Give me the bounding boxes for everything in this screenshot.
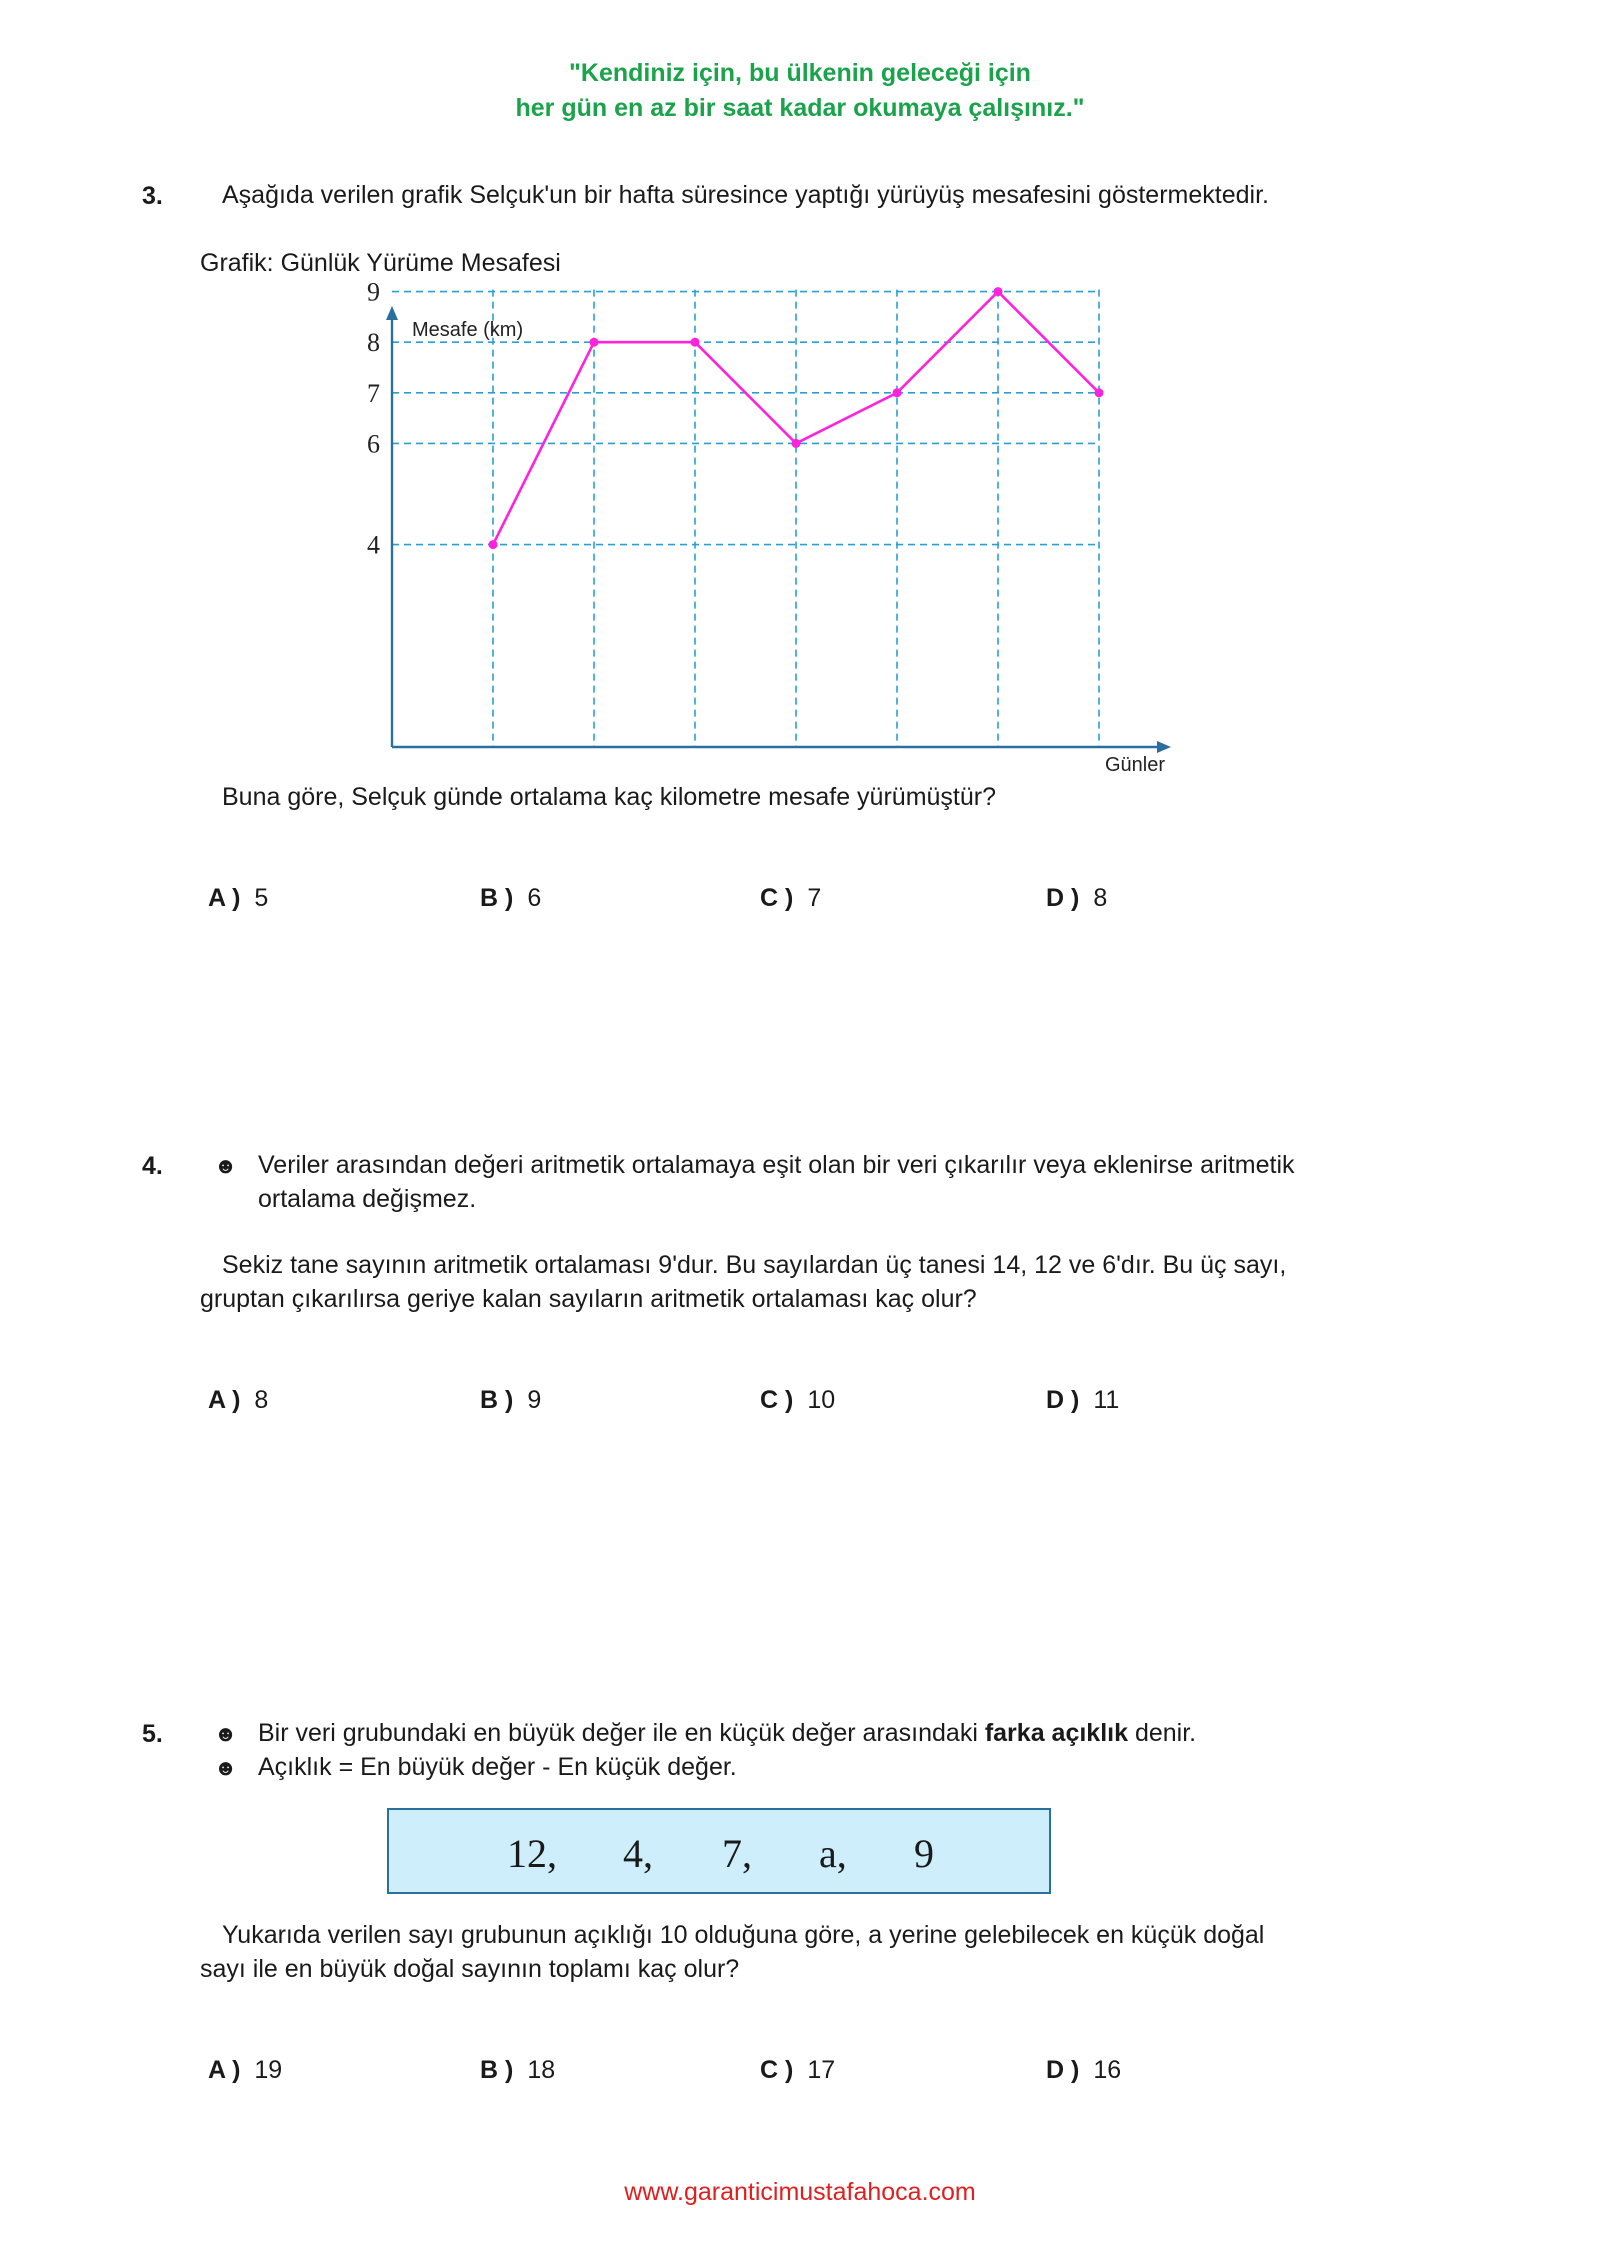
q5-info-line-1: Bir veri grubundaki en büyük değer ile en küçük değer arasındaki farka açıklık denir. bbox=[258, 1719, 1197, 1747]
number-item: a, bbox=[819, 1831, 847, 1876]
chart-grid bbox=[392, 290, 1099, 747]
q5-question-line-1: Yukarıda verilen sayı grubunun açıklığı 10 olduğuna göre, a yerine gelebilecek en küçük doğal bbox=[222, 1921, 1265, 1949]
y-axis-arrow bbox=[386, 306, 398, 320]
number-item: 12, bbox=[507, 1831, 557, 1876]
footer-website-link[interactable]: www.garanticimustafahoca.com bbox=[624, 2178, 976, 2206]
number-item: 9 bbox=[914, 1831, 934, 1876]
data-point bbox=[994, 287, 1003, 296]
y-tick-label: 6 bbox=[367, 429, 380, 459]
q3-option-c[interactable]: C ) 7 bbox=[760, 884, 822, 912]
data-point bbox=[792, 439, 801, 448]
q5-option-a[interactable]: A ) 19 bbox=[208, 2056, 283, 2084]
y-axis-title: Mesafe (km) bbox=[412, 319, 524, 341]
q4-option-b[interactable]: B ) 9 bbox=[480, 1386, 542, 1414]
q5-option-c[interactable]: C ) 17 bbox=[760, 2056, 836, 2084]
smiley-bullet-icon: ☻ bbox=[214, 1153, 238, 1178]
q4-option-a[interactable]: A ) 8 bbox=[208, 1386, 269, 1414]
q5-option-d[interactable]: D ) 16 bbox=[1046, 2056, 1122, 2084]
y-tick-label: 7 bbox=[367, 378, 380, 408]
y-tick-label: 9 bbox=[367, 277, 380, 307]
motto-line-2: her gün en az bir saat kadar okumaya çalışınız." bbox=[515, 94, 1085, 122]
x-axis-arrow bbox=[1157, 741, 1171, 753]
chart-labels bbox=[367, 278, 1165, 776]
q4-question-line-2: gruptan çıkarılırsa geriye kalan sayıların aritmetik ortalaması kaç olur? bbox=[200, 1285, 977, 1313]
smiley-bullet-icon: ☻ bbox=[214, 1721, 238, 1746]
q5-option-b[interactable]: B ) 18 bbox=[480, 2056, 556, 2084]
data-point bbox=[1095, 388, 1104, 397]
q4-info-line-1: Veriler arasından değeri aritmetik ortalamaya eşit olan bir veri çıkarılır veya eklenirse aritmetik bbox=[258, 1151, 1295, 1179]
q5-info-line-2: Açıklık = En büyük değer - En küçük değer. bbox=[258, 1753, 737, 1781]
q3-option-b[interactable]: B ) 6 bbox=[480, 884, 542, 912]
y-tick-label: 8 bbox=[367, 328, 380, 358]
data-point bbox=[590, 338, 599, 347]
q4-option-d[interactable]: D ) 11 bbox=[1046, 1386, 1120, 1414]
motto-line-1: "Kendiniz için, bu ülkenin geleceği için bbox=[569, 59, 1031, 87]
question-5-number: 5. bbox=[142, 1720, 163, 1748]
data-point bbox=[893, 388, 902, 397]
number-item: 4, bbox=[623, 1831, 653, 1876]
q3-option-d[interactable]: D ) 8 bbox=[1046, 884, 1108, 912]
number-item: 7, bbox=[722, 1831, 752, 1876]
q4-question-line-1: Sekiz tane sayının aritmetik ortalaması 9'dur. Bu sayılardan üç tanesi 14, 12 ve 6'dır. Bu üç sayı, bbox=[222, 1251, 1287, 1279]
q4-option-c[interactable]: C ) 10 bbox=[760, 1386, 836, 1414]
q3-option-a[interactable]: A ) 5 bbox=[208, 884, 269, 912]
number-group-box bbox=[387, 1808, 1051, 1894]
question-3-prompt: Buna göre, Selçuk günde ortalama kaç kilometre mesafe yürümüştür? bbox=[222, 783, 996, 811]
question-4-number: 4. bbox=[142, 1152, 163, 1180]
y-tick-label: 4 bbox=[367, 530, 380, 560]
smiley-bullet-icon: ☻ bbox=[214, 1755, 238, 1780]
question-3-text: Aşağıda verilen grafik Selçuk'un bir hafta süresince yaptığı yürüyüş mesafesini göstermektedir. bbox=[222, 181, 1269, 209]
data-point bbox=[691, 338, 700, 347]
x-axis-title: Günler bbox=[1105, 754, 1166, 776]
distance-line-chart bbox=[340, 277, 1200, 790]
graph-caption: Grafik: Günlük Yürüme Mesafesi bbox=[200, 249, 561, 277]
q4-info-line-2: ortalama değişmez. bbox=[258, 1185, 477, 1213]
q5-question-line-2: sayı ile en büyük doğal sayının toplamı kaç olur? bbox=[200, 1955, 740, 1983]
data-point bbox=[489, 540, 498, 549]
chart-axes bbox=[386, 306, 1171, 753]
question-3-number: 3. bbox=[142, 182, 163, 210]
